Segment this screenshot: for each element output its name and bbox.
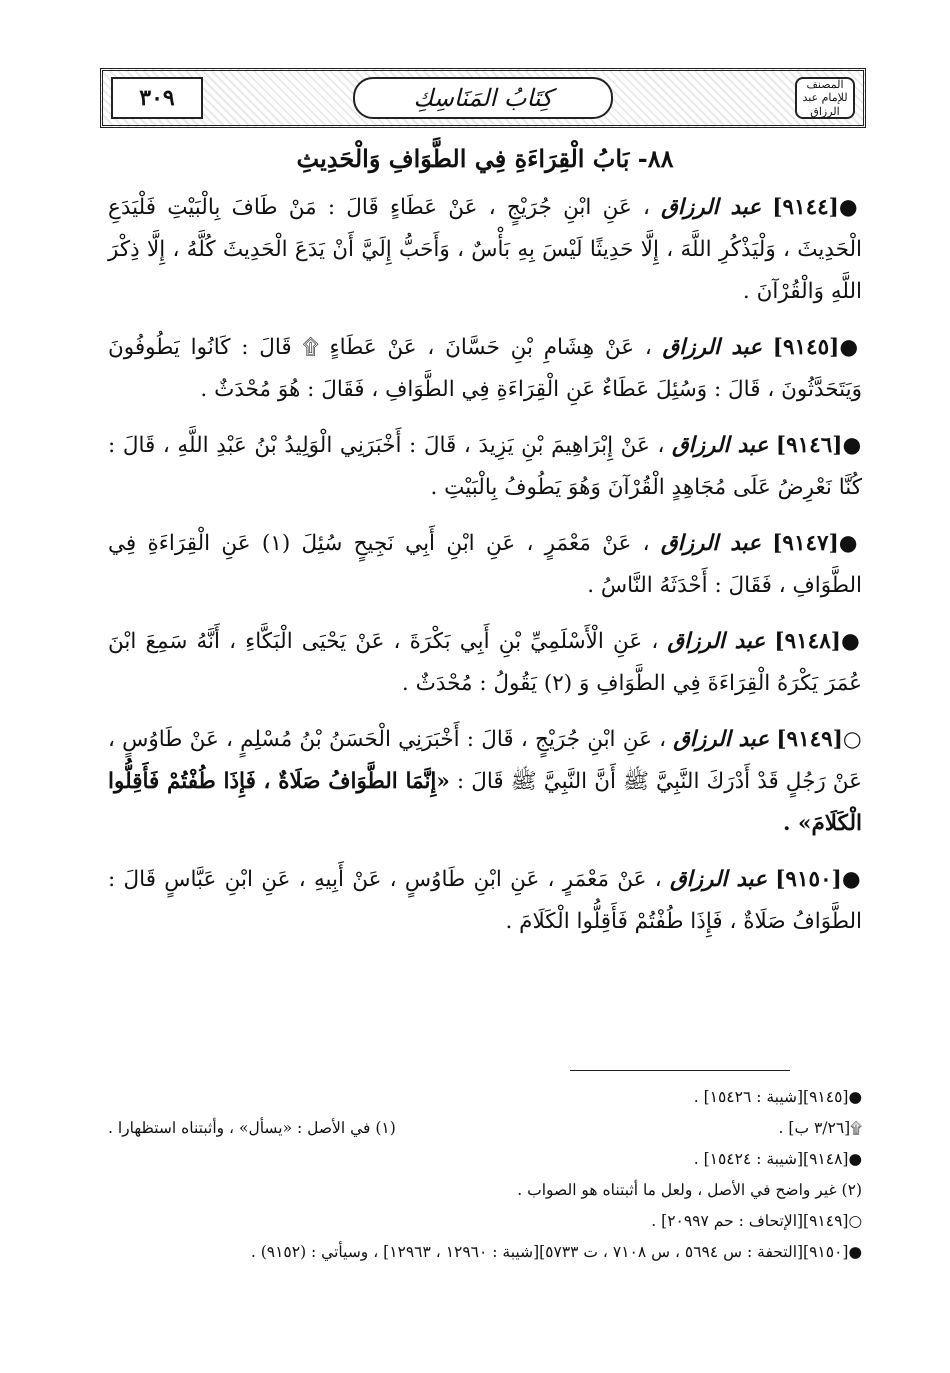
- book-logo: المصنف للإمام عبد الرزاق: [795, 77, 855, 119]
- hadith-marker: ●: [838, 195, 862, 220]
- footnote-2: (٢) غير واضح في الأصل ، ولعل ما أثبتناه هو الصواب .: [517, 1181, 862, 1199]
- narrator-name: عبد الرزاق: [662, 335, 762, 360]
- hadith-9146: [108, 425, 862, 509]
- footnotes: [108, 1082, 862, 1268]
- hadith-text: ، عَنْ إِبْرَاهِيمَ بْنِ يَزِيدَ ، قَالَ : أَخْبَرَنِي الْوَلِيدُ بْنُ عَبْدِ اللَّهِ ، قَالَ : كُنَّا نَعْرِضُ عَلَى مُجَاهِدٍ الْقُرْآنَ وَهُوَ يَطُوفُ بِالْبَيْتِ .: [108, 433, 862, 500]
- hadith-text: ، عَنِ ابْنِ جُرَيْجٍ ، عَنْ عَطَاءٍ قَالَ : مَنْ طَافَ بِالْبَيْتِ فَلْيَدَعِ الْحَدِيثَ ، وَلْيَذْكُرِ اللَّهَ ، إِلَّا حَدِيثًا لَيْسَ بِهِ بَأْسٌ ، وَأَحَبُّ إِلَيَّ أَنْ يَدَعَ الْحَدِيثَ كُلَّهُ ، إِلَّا ذِكْرَ اللَّهِ وَالْقُرْآنَ .: [108, 195, 862, 304]
- book-title: كِتَابُ المَنَاسِكِ: [353, 77, 613, 119]
- main-text: [108, 140, 862, 957]
- hadith-9145: [108, 327, 862, 411]
- hadith-9147: [108, 523, 862, 607]
- narrator-name: عبد الرزاق: [667, 629, 766, 654]
- prophetic-quote: «إِنَّمَا الطَّوَافُ صَلَاةٌ ، فَإِذَا طُفْتُمْ فَأَقِلُّوا الْكَلَامَ» .: [108, 769, 862, 836]
- hadith-number: [٩١٤٤]: [772, 195, 839, 220]
- footnote-ref-9145: ●[٩١٤٥][شيبة : ١٥٤٢٦] .: [693, 1088, 862, 1106]
- narrator-name: عبد الرزاق: [672, 433, 769, 458]
- hadith-text: ، عَنْ مَعْمَرٍ ، عَنِ ابْنِ أَبِي نَجِيحٍ سُئِلَ (١) عَنِ الْقِرَاءَةِ فِي الطَّوَافِ ، فَقَالَ : أَحْدَثَهُ النَّاسُ .: [108, 531, 862, 598]
- footnote-ref-9149: ○[٩١٤٩][الإتحاف : حم ٢٠٩٩٧] .: [651, 1212, 862, 1230]
- hadith-number: [٩١٥٠]: [775, 867, 842, 892]
- narrator-name: عبد الرزاق: [673, 727, 770, 752]
- hadith-9149: [108, 719, 862, 845]
- page-number: ٣٠٩: [111, 77, 203, 119]
- hadith-9144: [108, 187, 862, 313]
- hadith-text: ، عَنِ الْأَسْلَمِيِّ بْنِ أَبِي بَكْرَةَ ، عَنْ يَحْيَى الْبَكَّاءِ ، أَنَّهُ سَمِعَ ابْنَ عُمَرَ يَكْرَهُ الْقِرَاءَةَ فِي الطَّوَافِ وَ (٢) يَقُولُ : مُحْدَثٌ .: [108, 629, 862, 696]
- footnote-ref-9150: ●[٩١٥٠][التحفة : س ٥٦٩٤ ، س ٧١٠٨ ، ت ٥٧٣٣][شيبة : ١٢٩٦٠ ، ١٢٩٦٣] ، وسيأتي : (٩١٥٢) .: [250, 1243, 862, 1261]
- footnote-1: (١) في الأصل : «يسأل» ، وأثبتناه استظهارا .: [108, 1119, 396, 1137]
- hadith-number: [٩١٤٨]: [774, 629, 841, 654]
- narrator-name: عبد الرزاق: [661, 195, 762, 220]
- hadith-number: [٩١٤٥]: [772, 335, 840, 360]
- hadith-number: [٩١٤٦]: [775, 433, 843, 458]
- hadith-text: ، عَنِ ابْنِ جُرَيْجٍ ، قَالَ : أَخْبَرَنِي الْحَسَنُ بْنُ مُسْلِمٍ ، عَنْ طَاوُسٍ ، عَنْ رَجُلٍ قَدْ أَدْرَكَ النَّبِيَّ ﷺ أَنَّ النَّبِيَّ ﷺ قَالَ :: [108, 727, 863, 794]
- hadith-9148: [108, 621, 862, 705]
- narrator-name: عبد الرزاق: [669, 867, 767, 892]
- footnote-separator: [570, 1070, 790, 1071]
- footnote-manuscript-ref: ۩[٣/٢٦ ب] .: [778, 1119, 862, 1137]
- page-header: [100, 68, 866, 128]
- hadith-9150: [108, 859, 862, 943]
- hadith-marker: ●: [839, 335, 863, 360]
- hadith-marker: ●: [840, 629, 863, 654]
- hadith-number: [٩١٤٩]: [776, 727, 843, 752]
- hadith-marker: ●: [841, 867, 863, 892]
- narrator-name: عبد الرزاق: [660, 531, 761, 556]
- chapter-title: ٨٨- بَابُ الْقِرَاءَةِ فِي الطَّوَافِ وَالْحَدِيثِ: [296, 144, 674, 173]
- hadith-marker: ●: [842, 433, 862, 458]
- hadith-marker: ○: [842, 727, 863, 752]
- hadith-number: [٩١٤٧]: [772, 531, 839, 556]
- hadith-text: ، عَنْ مَعْمَرٍ ، عَنِ ابْنِ طَاوُسٍ ، عَنْ أَبِيهِ ، عَنِ ابْنِ عَبَّاسٍ قَالَ : الطَّوَافُ صَلَاةٌ ، فَإِذَا طُفْتُمْ فَأَقِلُّوا الْكَلَامَ .: [108, 867, 862, 934]
- hadith-text: ، عَنْ هِشَامِ بْنِ حَسَّانَ ، عَنْ عَطَاءٍ ۩ قَالَ : كَانُوا يَطُوفُونَ وَيَتَحَدَّثُونَ ، قَالَ : وَسُئِلَ عَطَاءٌ عَنِ الْقِرَاءَةِ فِي الطَّوَافِ ، فَقَالَ : هُوَ مُحْدَثٌ .: [108, 335, 862, 402]
- footnote-ref-9148: ●[٩١٤٨][شيبة : ١٥٤٢٤] .: [693, 1150, 862, 1168]
- footnote-row: [108, 1113, 862, 1144]
- hadith-marker: ●: [838, 531, 863, 556]
